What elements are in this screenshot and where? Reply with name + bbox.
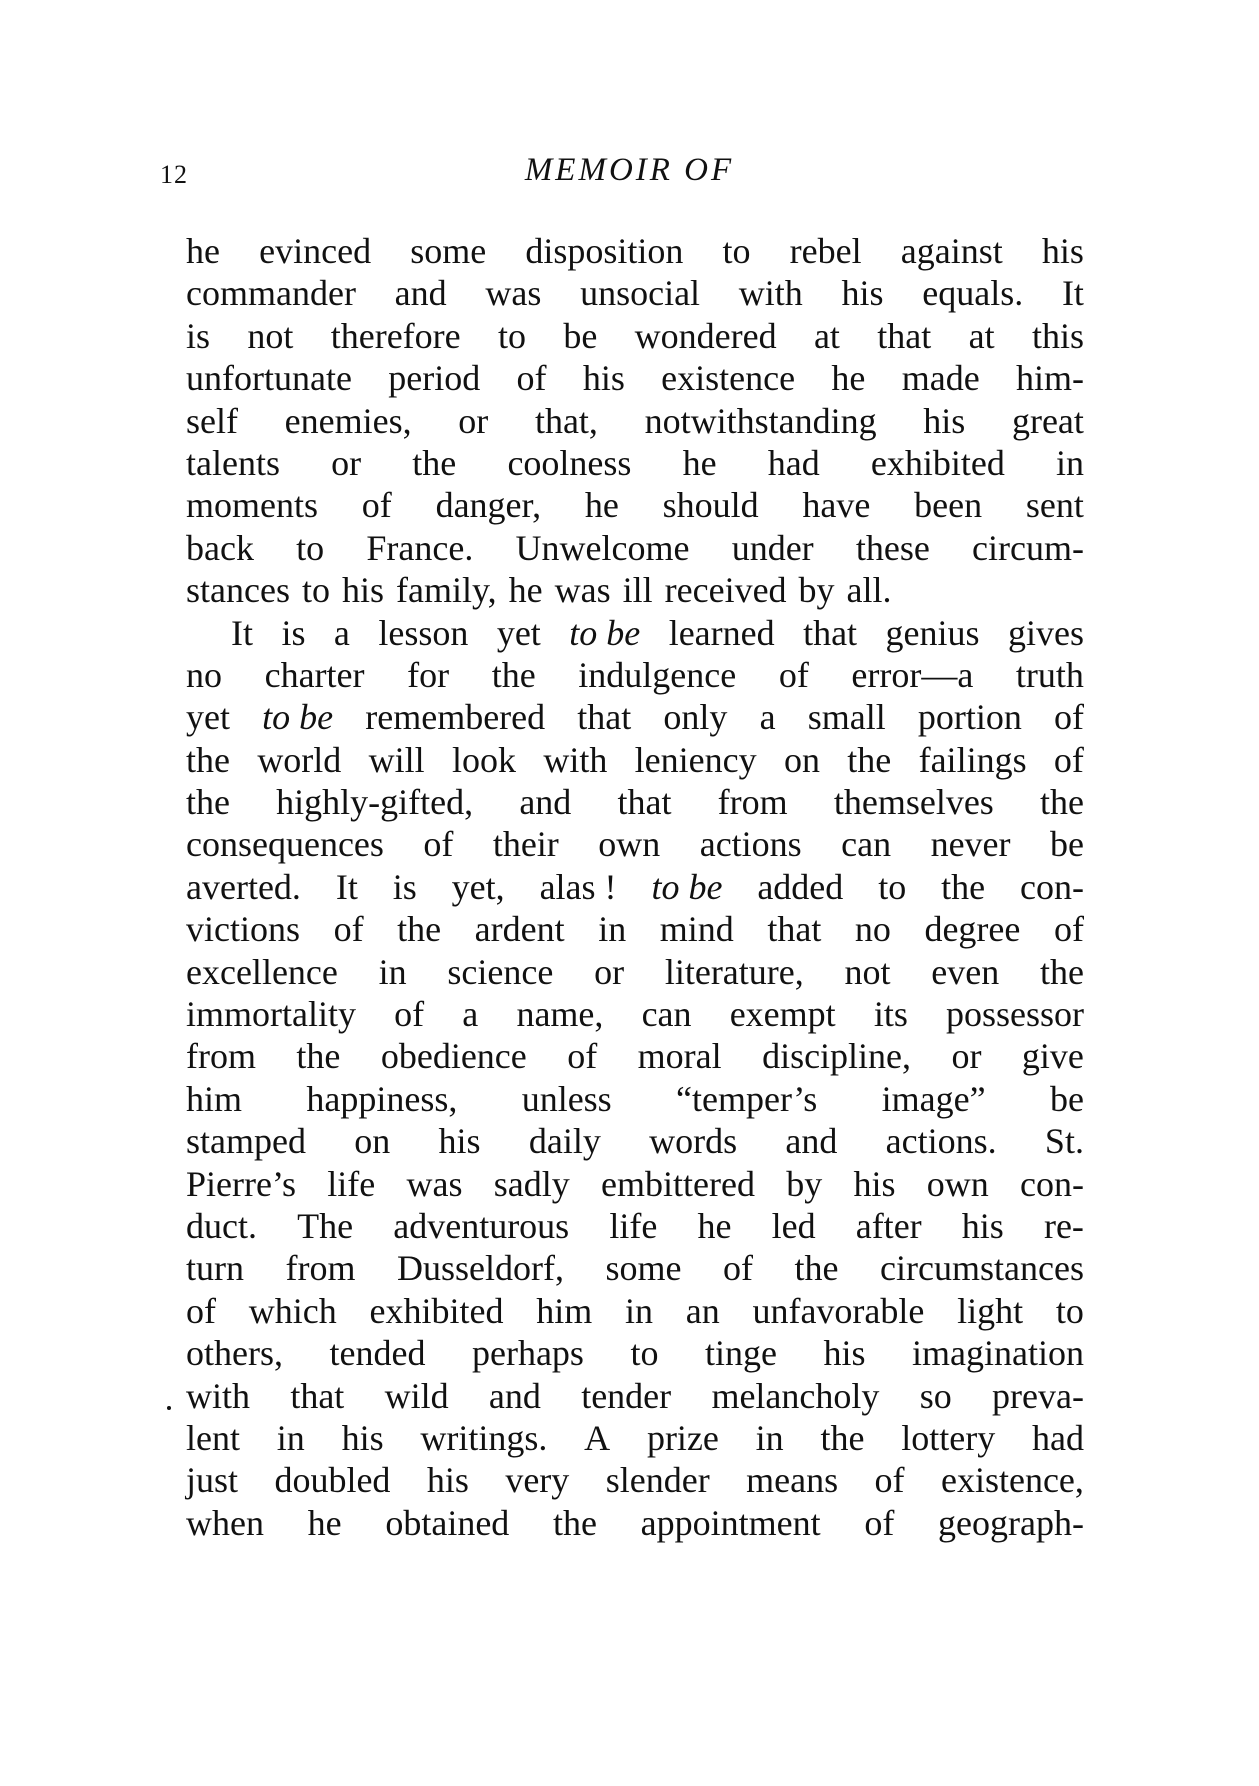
word: indulgence xyxy=(578,654,737,695)
word: that xyxy=(577,697,632,738)
word: his xyxy=(961,1205,1004,1246)
text-line xyxy=(186,1375,1084,1417)
word: his xyxy=(823,1333,866,1374)
word: talents xyxy=(186,442,280,483)
word: he xyxy=(584,485,619,526)
word: of xyxy=(1053,697,1084,738)
word: with xyxy=(543,739,608,780)
word: averted. xyxy=(186,866,301,907)
text-line xyxy=(186,739,1084,781)
word: unfortunate xyxy=(186,358,352,399)
word: be xyxy=(1049,824,1084,865)
word: failings xyxy=(918,739,1027,780)
word: obtained xyxy=(385,1502,510,1543)
word: alas ! xyxy=(539,866,617,907)
word: a xyxy=(759,697,776,738)
body-text xyxy=(186,230,1084,1544)
word: of xyxy=(394,994,425,1035)
word: exhibited xyxy=(870,442,1005,483)
word: their xyxy=(492,824,559,865)
word: so xyxy=(919,1375,952,1416)
word: the xyxy=(296,1036,341,1077)
word: a xyxy=(462,994,479,1035)
word: of xyxy=(1053,909,1084,950)
word: yet, xyxy=(451,866,505,907)
word: yet xyxy=(186,697,230,738)
text-line xyxy=(186,993,1084,1035)
word: tinge xyxy=(705,1333,777,1374)
word: that xyxy=(803,612,858,653)
word: possessor xyxy=(945,994,1084,1035)
word: to be xyxy=(262,697,334,738)
word: truth xyxy=(1015,654,1084,695)
word: wondered xyxy=(634,315,777,356)
word: existence xyxy=(661,358,796,399)
word: stamped xyxy=(186,1121,306,1162)
word: is xyxy=(392,866,417,907)
text-line xyxy=(186,1417,1084,1459)
text-line xyxy=(186,272,1084,314)
word: lottery xyxy=(901,1417,996,1458)
word: ardent xyxy=(474,909,565,950)
word: on xyxy=(783,739,820,780)
word: his xyxy=(341,570,384,611)
word: from xyxy=(285,1248,356,1289)
word: disposition xyxy=(525,231,684,271)
word: on xyxy=(354,1121,391,1162)
word: his xyxy=(841,273,884,314)
word: of xyxy=(567,1036,598,1077)
word: adventurous xyxy=(393,1205,570,1246)
text-line xyxy=(186,1332,1084,1374)
word: from xyxy=(186,1036,256,1077)
word: very xyxy=(505,1460,570,1501)
word: life xyxy=(609,1205,658,1246)
word: to xyxy=(301,570,330,611)
word: literature, xyxy=(664,951,804,992)
word: after xyxy=(855,1205,922,1246)
word: stances xyxy=(186,570,290,611)
word: degree xyxy=(924,909,1021,950)
word: of xyxy=(516,358,547,399)
word: lesson xyxy=(378,612,469,653)
word: appointment xyxy=(640,1502,821,1543)
text-line xyxy=(186,1459,1084,1501)
word: sadly xyxy=(493,1163,570,1204)
word: exempt xyxy=(729,994,836,1035)
word: his xyxy=(1041,231,1084,271)
word: doubled xyxy=(274,1460,391,1501)
word: be xyxy=(1049,1078,1084,1119)
word: life xyxy=(327,1163,376,1204)
text-line xyxy=(186,781,1084,823)
text-line xyxy=(186,1035,1084,1077)
word: at xyxy=(968,315,995,356)
word: commander xyxy=(186,273,356,314)
word: moments xyxy=(186,485,318,526)
word: themselves xyxy=(833,782,994,823)
word: writings. xyxy=(420,1417,548,1458)
word: Pierre’s xyxy=(186,1163,296,1204)
word: discipline, xyxy=(762,1036,912,1077)
word: the xyxy=(186,739,230,780)
word: genius xyxy=(885,612,980,653)
word: the xyxy=(412,442,457,483)
word: the xyxy=(186,782,230,823)
word: a xyxy=(333,612,350,653)
word: circumstances xyxy=(880,1248,1084,1289)
word: It xyxy=(1061,273,1084,314)
word: he xyxy=(831,358,866,399)
text-line xyxy=(186,951,1084,993)
word: by xyxy=(798,570,835,611)
text-line xyxy=(186,400,1084,442)
word: by xyxy=(786,1163,823,1204)
word: in xyxy=(624,1290,653,1331)
word: to xyxy=(1055,1290,1084,1331)
word: at xyxy=(813,315,840,356)
word: only xyxy=(663,697,728,738)
word: give xyxy=(1021,1036,1084,1077)
word: him xyxy=(536,1290,593,1331)
word: the xyxy=(553,1502,597,1543)
word: of xyxy=(361,485,392,526)
word: coolness xyxy=(507,442,632,483)
word: circum- xyxy=(972,527,1084,568)
word: the xyxy=(491,654,536,695)
word: highly-gifted, xyxy=(276,782,474,823)
word: was xyxy=(554,570,611,611)
word: or xyxy=(458,400,489,441)
word: he xyxy=(307,1502,342,1543)
word: or xyxy=(951,1036,982,1077)
word: his xyxy=(853,1163,896,1204)
word: the xyxy=(1040,782,1084,823)
text-line xyxy=(186,866,1084,908)
word: therefore xyxy=(330,315,461,356)
word: from xyxy=(717,782,788,823)
word: leniency xyxy=(634,739,757,780)
word: science xyxy=(447,951,554,992)
word: or xyxy=(331,442,362,483)
word: these xyxy=(855,527,930,568)
word: that xyxy=(767,909,822,950)
word: with xyxy=(186,1375,251,1416)
word: that, xyxy=(534,400,598,441)
word: The xyxy=(297,1205,354,1246)
word: to be xyxy=(651,866,723,907)
word: the xyxy=(397,909,442,950)
word: when xyxy=(186,1502,264,1543)
word: small xyxy=(807,697,886,738)
word: words xyxy=(649,1121,738,1162)
word: great xyxy=(1011,400,1084,441)
word: world xyxy=(257,739,342,780)
word: made xyxy=(901,358,980,399)
word: happiness, xyxy=(306,1078,458,1119)
text-line xyxy=(186,612,1084,654)
word: not xyxy=(844,951,891,992)
word: to xyxy=(722,231,751,271)
word: of xyxy=(778,654,809,695)
text-line xyxy=(186,1502,1084,1544)
text-line xyxy=(186,1163,1084,1205)
text-line xyxy=(186,315,1084,357)
word: unless xyxy=(521,1078,612,1119)
word: he xyxy=(682,442,717,483)
word: of xyxy=(1053,739,1084,780)
word: the xyxy=(941,866,986,907)
word: against xyxy=(900,231,1003,271)
word: of xyxy=(864,1502,895,1543)
word: daily xyxy=(528,1121,601,1162)
word: Unwelcome xyxy=(515,527,690,568)
text-line xyxy=(186,823,1084,865)
word: obedience xyxy=(380,1036,527,1077)
text-line xyxy=(186,654,1084,696)
word: that xyxy=(877,315,932,356)
word: that xyxy=(290,1375,345,1416)
word: his xyxy=(923,400,966,441)
word: tender xyxy=(581,1375,672,1416)
word: can xyxy=(641,994,692,1035)
word: prize xyxy=(646,1417,719,1458)
word: him xyxy=(186,1078,243,1119)
word: remembered xyxy=(365,697,546,738)
word: France. xyxy=(366,527,474,568)
word: sent xyxy=(1025,485,1084,526)
word: was xyxy=(406,1163,463,1204)
word: be xyxy=(563,315,598,356)
word: with xyxy=(738,273,803,314)
word: was xyxy=(485,273,542,314)
word: to xyxy=(497,315,526,356)
word: in xyxy=(755,1417,784,1458)
text-line xyxy=(186,484,1084,526)
word: Dusseldorf, xyxy=(397,1248,564,1289)
word: yet xyxy=(496,612,541,653)
word: image” xyxy=(881,1078,986,1119)
word: St. xyxy=(1044,1121,1084,1162)
word: this xyxy=(1031,315,1084,356)
word: and xyxy=(519,782,572,823)
word: is xyxy=(186,315,211,356)
text-line xyxy=(186,230,1084,272)
word: his xyxy=(582,358,625,399)
word: the xyxy=(794,1248,839,1289)
word: unfavorable xyxy=(752,1290,925,1331)
text-line xyxy=(186,696,1084,738)
word: received xyxy=(664,570,787,611)
ink-speck xyxy=(167,1406,171,1410)
word: his xyxy=(341,1417,384,1458)
word: will xyxy=(368,739,425,780)
word: been xyxy=(914,485,983,526)
text-line xyxy=(186,569,1084,611)
word: “temper’s xyxy=(676,1078,818,1119)
word: have xyxy=(802,485,871,526)
word: not xyxy=(247,315,294,356)
word: evinced xyxy=(259,231,372,271)
word: actions xyxy=(699,824,802,865)
word: or xyxy=(594,951,625,992)
word: light xyxy=(957,1290,1024,1331)
word: and xyxy=(785,1121,838,1162)
word: victions xyxy=(186,909,300,950)
word: of xyxy=(874,1460,905,1501)
word: slender xyxy=(605,1460,710,1501)
word: re- xyxy=(1043,1205,1084,1246)
word: of xyxy=(333,909,364,950)
word: that xyxy=(617,782,672,823)
text-line xyxy=(186,1290,1084,1332)
word: turn xyxy=(186,1248,244,1289)
word: to xyxy=(878,866,907,907)
word: just xyxy=(186,1460,239,1501)
word: It xyxy=(335,866,358,907)
word: should xyxy=(662,485,759,526)
word: added xyxy=(757,866,844,907)
word: to xyxy=(296,527,325,568)
word: he xyxy=(697,1205,732,1246)
word: learned xyxy=(668,612,775,653)
word: and xyxy=(394,273,447,314)
word: the xyxy=(820,1417,865,1458)
word: he xyxy=(186,231,220,271)
word: excellence xyxy=(186,951,338,992)
word: his xyxy=(426,1460,469,1501)
word: he xyxy=(508,570,543,611)
word: portion xyxy=(917,697,1022,738)
word: preva- xyxy=(992,1375,1084,1416)
word: can xyxy=(841,824,892,865)
text-line xyxy=(186,1247,1084,1289)
word: never xyxy=(930,824,1011,865)
word: others, xyxy=(186,1333,283,1374)
word: of xyxy=(186,1290,216,1331)
word: own xyxy=(926,1163,989,1204)
word: for xyxy=(407,654,450,695)
word: the xyxy=(847,739,892,780)
word: an xyxy=(685,1290,720,1331)
word: of xyxy=(723,1248,754,1289)
word: which xyxy=(248,1290,337,1331)
word: charter xyxy=(264,654,365,695)
word: and xyxy=(488,1375,541,1416)
word: duct. xyxy=(186,1205,257,1246)
word: in xyxy=(276,1417,305,1458)
word: in xyxy=(1055,442,1084,483)
word: some xyxy=(410,231,487,271)
word: him- xyxy=(1016,358,1084,399)
word: no xyxy=(186,654,222,695)
text-line xyxy=(186,908,1084,950)
word: consequences xyxy=(186,824,384,865)
word: perhaps xyxy=(471,1333,584,1374)
word: danger, xyxy=(435,485,542,526)
running-title: MEMOIR OF xyxy=(524,152,735,188)
text-line xyxy=(186,527,1084,569)
word: his xyxy=(438,1121,481,1162)
word: melancholy xyxy=(711,1375,880,1416)
word: all. xyxy=(846,570,892,611)
word: imagination xyxy=(912,1333,1084,1374)
word: back xyxy=(186,527,254,568)
word: equals. xyxy=(922,273,1024,314)
word: moral xyxy=(637,1036,722,1077)
word: unsocial xyxy=(580,273,701,314)
word: had xyxy=(1032,1417,1084,1458)
word: is xyxy=(281,612,306,653)
word: con- xyxy=(1020,1163,1084,1204)
word: exhibited xyxy=(369,1290,504,1331)
word: its xyxy=(873,994,908,1035)
word: error—a xyxy=(851,654,974,695)
word: gives xyxy=(1007,612,1084,653)
word: the xyxy=(1039,951,1084,992)
word: in xyxy=(378,951,407,992)
word: period xyxy=(388,358,481,399)
text-line xyxy=(186,1120,1084,1162)
word: mind xyxy=(659,909,734,950)
word: A xyxy=(584,1417,611,1458)
word: had xyxy=(767,442,820,483)
word: look xyxy=(451,739,516,780)
word: wild xyxy=(384,1375,449,1416)
word: actions. xyxy=(885,1121,997,1162)
word: own xyxy=(598,824,661,865)
word: family, xyxy=(396,570,497,611)
page-number: 12 xyxy=(160,160,188,189)
word: no xyxy=(854,909,891,950)
word: tended xyxy=(329,1333,426,1374)
word: some xyxy=(605,1248,682,1289)
text-line xyxy=(186,1205,1084,1247)
text-line xyxy=(186,1078,1084,1120)
word: ill xyxy=(622,570,653,611)
text-line xyxy=(186,442,1084,484)
word: led xyxy=(771,1205,816,1246)
word: enemies, xyxy=(284,400,412,441)
word: lent xyxy=(186,1417,240,1458)
word: rebel xyxy=(789,231,862,271)
word: immortality xyxy=(186,994,356,1035)
word: even xyxy=(931,951,1000,992)
word: con- xyxy=(1020,866,1084,907)
word: geograph- xyxy=(938,1502,1084,1543)
word: means xyxy=(746,1460,839,1501)
text-line xyxy=(186,357,1084,399)
word: of xyxy=(423,824,454,865)
word: It xyxy=(231,612,253,653)
word: embittered xyxy=(601,1163,755,1204)
word: in xyxy=(598,909,627,950)
word: under xyxy=(731,527,814,568)
word: name, xyxy=(516,994,604,1035)
word: existence, xyxy=(940,1460,1084,1501)
word: self xyxy=(186,400,238,441)
word: to xyxy=(630,1333,659,1374)
word: to be xyxy=(569,612,641,653)
word: notwithstanding xyxy=(644,400,877,441)
